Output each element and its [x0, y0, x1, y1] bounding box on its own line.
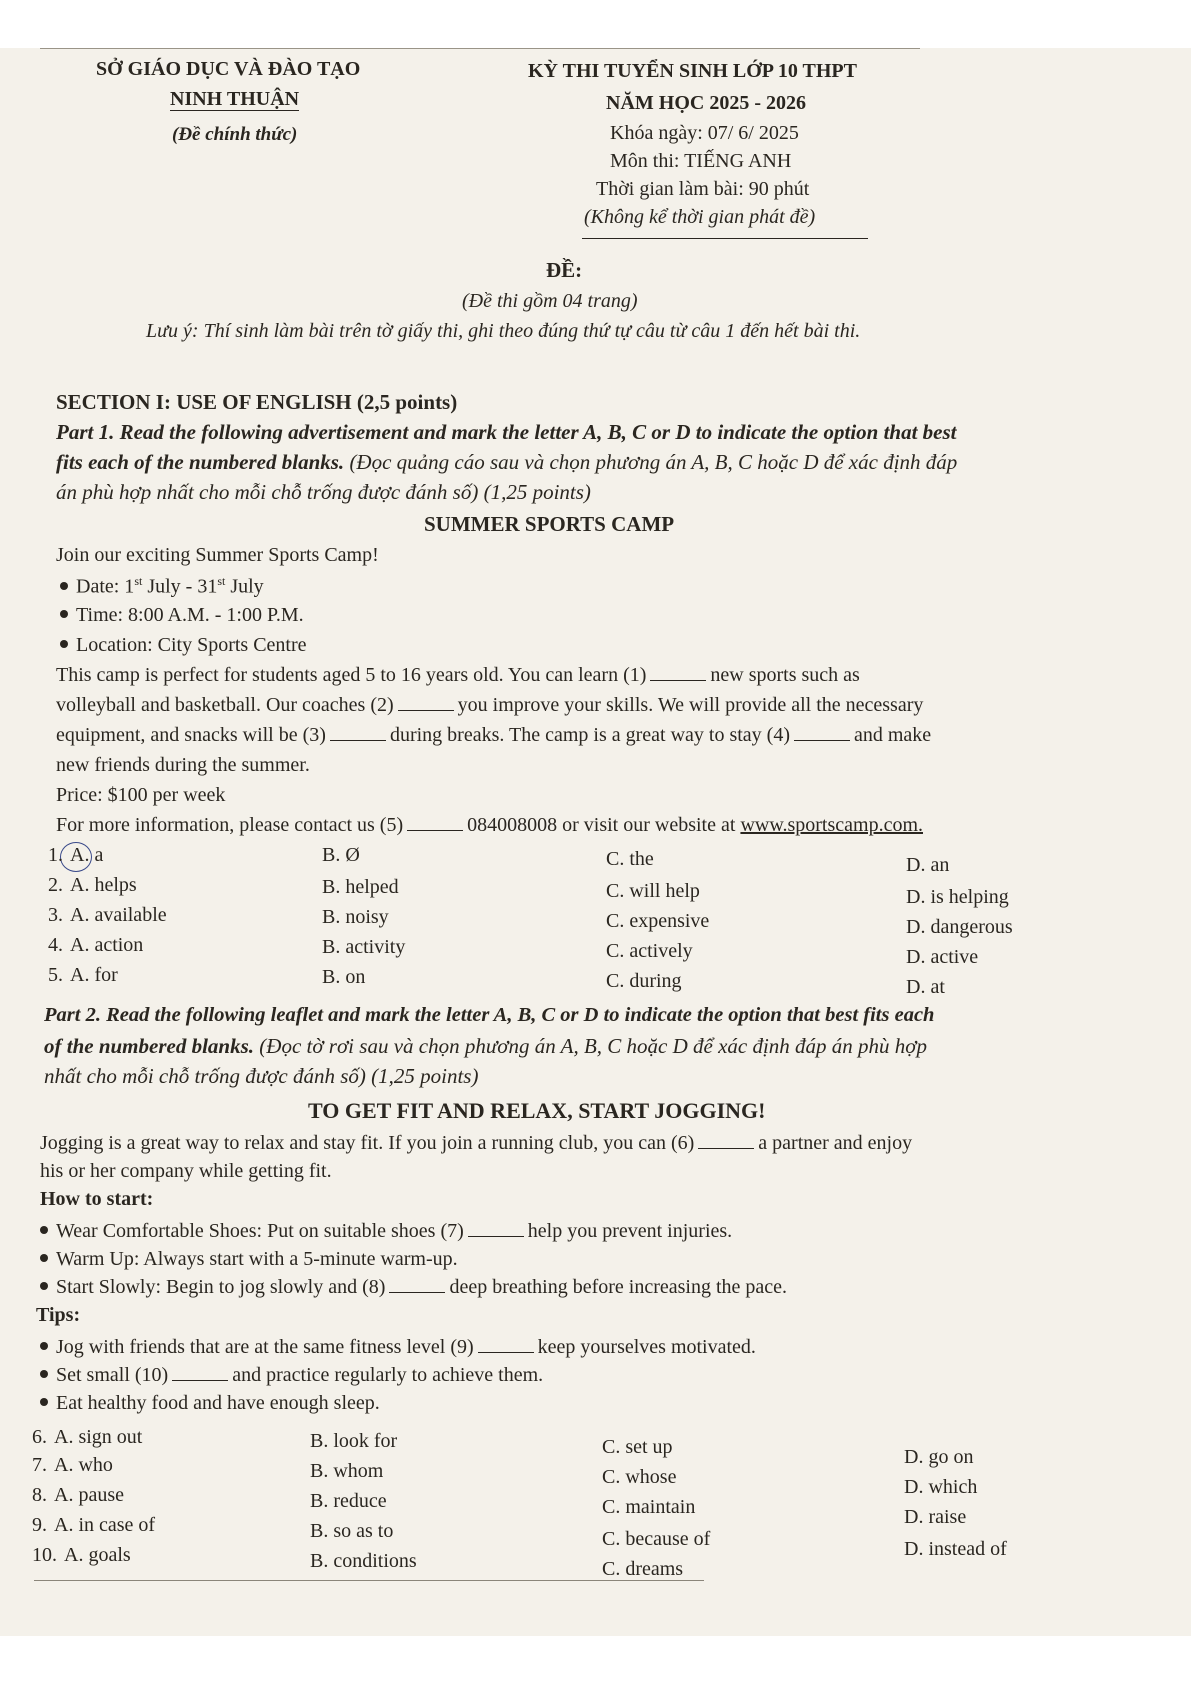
- top-rule: [40, 48, 920, 49]
- leaflet-paragraph-line1: [40, 1132, 912, 1155]
- q6-option-b[interactable]: B. look for: [310, 1430, 398, 1452]
- tip-shoes: [40, 1220, 732, 1243]
- blank-8: [389, 1278, 445, 1293]
- tip-goals: [40, 1364, 543, 1387]
- q1-option-a[interactable]: A. a: [70, 844, 104, 866]
- ad-contact: [56, 814, 923, 837]
- q4-option-d[interactable]: D. active: [906, 946, 979, 968]
- part2-instruction-line3: nhất cho mỗi chỗ trống được đánh số) (1,25 points): [44, 1064, 479, 1088]
- b1-b: help you prevent injuries.: [527, 1220, 733, 1242]
- date-sup1: st: [134, 574, 143, 588]
- q1-num: 1.: [48, 844, 63, 866]
- leaflet-p1-b: a partner and enjoy: [758, 1132, 913, 1154]
- ad-title: SUMMER SPORTS CAMP: [424, 512, 675, 536]
- tip-healthy: Eat healthy food and have enough sleep.: [40, 1392, 380, 1415]
- pages-note: (Đề thi gồm 04 trang): [462, 290, 638, 312]
- blank-4: [794, 726, 850, 741]
- date-prefix: Date: 1: [76, 575, 135, 598]
- date-sup2: st: [217, 574, 226, 588]
- q5-num: 5.: [48, 964, 63, 986]
- blank-3: [330, 726, 386, 741]
- b3-b: deep breathing before increasing the pace.: [449, 1276, 788, 1298]
- ad-paragraph-line4: new friends during the summer.: [56, 754, 310, 776]
- p3-a: equipment, and snacks will be (3): [56, 724, 326, 746]
- part1-instruction-line2: [56, 450, 957, 475]
- blank-2: [398, 696, 454, 711]
- exam-paper: [0, 48, 1191, 1636]
- contact-b: 084008008 or visit our website at: [467, 814, 736, 836]
- q2-option-b[interactable]: B. helped: [322, 876, 399, 898]
- q2-option-a[interactable]: A. helps: [70, 874, 137, 896]
- q3-option-c[interactable]: C. expensive: [606, 910, 710, 932]
- how-to-start-heading: How to start:: [40, 1188, 154, 1210]
- q9-option-d[interactable]: D. instead of: [904, 1538, 1007, 1560]
- q5-option-b[interactable]: B. on: [322, 966, 366, 988]
- b3-a: Start Slowly: Begin to jog slowly and (8): [56, 1276, 386, 1298]
- tips-heading: Tips:: [36, 1304, 81, 1326]
- de-label: ĐỀ:: [546, 258, 583, 282]
- q3-option-b[interactable]: B. noisy: [322, 906, 389, 928]
- q10-option-c[interactable]: C. dreams: [602, 1558, 684, 1580]
- contact-a: For more information, please contact us (5): [56, 814, 404, 836]
- q5-option-c[interactable]: C. during: [606, 970, 682, 992]
- dept-name: SỞ GIÁO DỤC VÀ ĐÀO TẠO: [96, 58, 361, 80]
- b1-a: Wear Comfortable Shoes: Put on suitable shoes (7): [56, 1220, 464, 1242]
- t2-a: Set small (10): [56, 1364, 169, 1386]
- q10-option-b[interactable]: B. conditions: [310, 1550, 417, 1572]
- part2-instruction-vn: (Đọc tờ rơi sau và chọn phương án A, B, C hoặc D để xác định đáp án phù hợp: [254, 1034, 928, 1058]
- p2-b: you improve your skills. We will provide all the necessary: [457, 694, 924, 716]
- ad-price: Price: $100 per week: [56, 784, 226, 806]
- q5-option-d[interactable]: D. at: [906, 976, 945, 998]
- q9-option-c[interactable]: C. because of: [602, 1528, 711, 1550]
- t1-a: Jog with friends that are at the same fitness level (9): [56, 1336, 474, 1358]
- q5-option-a[interactable]: A. for: [70, 964, 118, 986]
- part1-instruction-bold: fits each of the numbered blanks.: [56, 450, 345, 474]
- part1-instruction-line1: Part 1. Read the following advertisement and mark the letter A, B, C or D to indicate the option that best: [56, 420, 957, 444]
- q10-num: 10.: [32, 1544, 57, 1566]
- tip-warmup: Warm Up: Always start with a 5-minute warm-up.: [40, 1248, 458, 1271]
- q8-num: 8.: [32, 1484, 47, 1506]
- school-year: NĂM HỌC 2025 - 2026: [606, 92, 806, 114]
- q1-option-c[interactable]: C. the: [606, 848, 654, 870]
- q1-option-b[interactable]: B. Ø: [322, 844, 360, 866]
- q8-option-d[interactable]: D. raise: [904, 1506, 967, 1528]
- blank-1: [650, 666, 706, 681]
- t1-b: keep yourselves motivated.: [537, 1336, 756, 1358]
- leaflet-paragraph-line2: his or her company while getting fit.: [40, 1160, 332, 1182]
- q7-option-c[interactable]: C. whose: [602, 1466, 677, 1488]
- bottom-rule: [34, 1580, 704, 1581]
- exam-date: Khóa ngày: 07/ 6/ 2025: [610, 122, 799, 144]
- part2-instruction-line2: [44, 1034, 927, 1059]
- q8-option-c[interactable]: C. maintain: [602, 1496, 696, 1518]
- ad-join: Join our exciting Summer Sports Camp!: [56, 544, 379, 566]
- ad-location: Location: City Sports Centre: [60, 634, 307, 657]
- q8-option-b[interactable]: B. reduce: [310, 1490, 387, 1512]
- province-label: NINH THUẬN: [170, 88, 300, 110]
- ad-date: [60, 574, 264, 599]
- section-title: SECTION I: USE OF ENGLISH (2,5 points): [56, 390, 458, 414]
- instruction-note: Lưu ý: Thí sinh làm bài trên tờ giấy thi, ghi theo đúng thứ tự câu từ câu 1 đến hết bài thi.: [146, 320, 861, 342]
- duration-note: (Không kể thời gian phát đề): [584, 206, 816, 228]
- part2-instruction-bold: of the numbered blanks.: [44, 1034, 255, 1058]
- q7-num: 7.: [32, 1454, 47, 1476]
- ad-time: Time: 8:00 A.M. - 1:00 P.M.: [60, 604, 304, 627]
- q4-num: 4.: [48, 934, 63, 956]
- q2-option-c[interactable]: C. will help: [606, 880, 700, 902]
- exam-title: KỲ THI TUYỂN SINH LỚP 10 THPT: [528, 60, 857, 82]
- ad-paragraph-line3: [56, 724, 931, 747]
- q4-option-c[interactable]: C. actively: [606, 940, 693, 962]
- p1-b: new sports such as: [710, 664, 860, 686]
- q4-option-b[interactable]: B. activity: [322, 936, 406, 958]
- q7-option-b[interactable]: B. whom: [310, 1460, 384, 1482]
- blank-6: [698, 1134, 754, 1149]
- blank-7: [468, 1222, 524, 1237]
- province-name: [170, 88, 299, 111]
- leaflet-p1-a: Jogging is a great way to relax and stay fit. If you join a running club, you can (6): [40, 1132, 695, 1154]
- q6-option-d[interactable]: D. go on: [904, 1446, 974, 1468]
- tip-start-slowly: [40, 1276, 787, 1299]
- ad-paragraph-line1: [56, 664, 860, 687]
- q7-option-d[interactable]: D. which: [904, 1476, 978, 1498]
- p3-b: during breaks. The camp is a great way to stay (4): [389, 724, 790, 746]
- blank-10: [172, 1366, 228, 1381]
- p2-a: volleyball and basketball. Our coaches (2): [56, 694, 394, 716]
- q6-num: 6.: [32, 1426, 47, 1448]
- q2-option-d[interactable]: D. is helping: [906, 886, 1009, 908]
- top-margin: [0, 0, 1191, 48]
- p3-c: and make: [854, 724, 932, 746]
- q4-option-a[interactable]: A. action: [70, 934, 144, 956]
- blank-9: [478, 1338, 534, 1353]
- q3-option-a[interactable]: A. available: [70, 904, 167, 926]
- header-rule: [582, 238, 868, 239]
- official-label: (Đề chính thức): [172, 124, 298, 145]
- part1-instruction-line3: [56, 480, 591, 505]
- date-mid: July - 31: [142, 575, 218, 598]
- ad-paragraph-line2: [56, 694, 923, 717]
- q2-num: 2.: [48, 874, 63, 896]
- blank-5: [407, 816, 463, 831]
- website-link: www.sportscamp.com.: [740, 814, 923, 836]
- q3-option-d[interactable]: D. dangerous: [906, 916, 1013, 938]
- q3-num: 3.: [48, 904, 63, 926]
- date-suffix: July: [225, 575, 264, 598]
- q9-option-a[interactable]: A. in case of: [54, 1514, 156, 1536]
- q6-option-a[interactable]: A. sign out: [54, 1426, 143, 1448]
- p1-a: This camp is perfect for students aged 5 to 16 years old. You can learn (1): [56, 664, 647, 686]
- tip-friends: [40, 1336, 756, 1359]
- q1-option-d[interactable]: D. an: [906, 854, 950, 876]
- exam-duration: Thời gian làm bài: 90 phút: [596, 178, 810, 200]
- bottom-margin: [0, 1636, 1191, 1685]
- q9-option-b[interactable]: B. so as to: [310, 1520, 394, 1542]
- q10-option-a[interactable]: A. goals: [64, 1544, 131, 1566]
- part1-instruction-vn: (Đọc quảng cáo sau và chọn phương án A, B, C hoặc D để xác định đáp: [344, 450, 958, 474]
- q7-option-a[interactable]: A. who: [54, 1454, 113, 1476]
- q9-num: 9.: [32, 1514, 47, 1536]
- part1-instruction-tail: án phù hợp nhất cho mỗi chỗ trống được đánh số) (1,25 points): [56, 480, 591, 504]
- t2-b: and practice regularly to achieve them.: [232, 1364, 544, 1386]
- part2-instruction-line1: Part 2. Read the following leaflet and mark the letter A, B, C or D to indicate the option that best fits each: [44, 1004, 935, 1026]
- q6-option-c[interactable]: C. set up: [602, 1436, 673, 1458]
- exam-subject: Môn thi: TIẾNG ANH: [610, 150, 792, 172]
- leaflet-title: TO GET FIT AND RELAX, START JOGGING!: [308, 1098, 766, 1123]
- q8-option-a[interactable]: A. pause: [54, 1484, 124, 1506]
